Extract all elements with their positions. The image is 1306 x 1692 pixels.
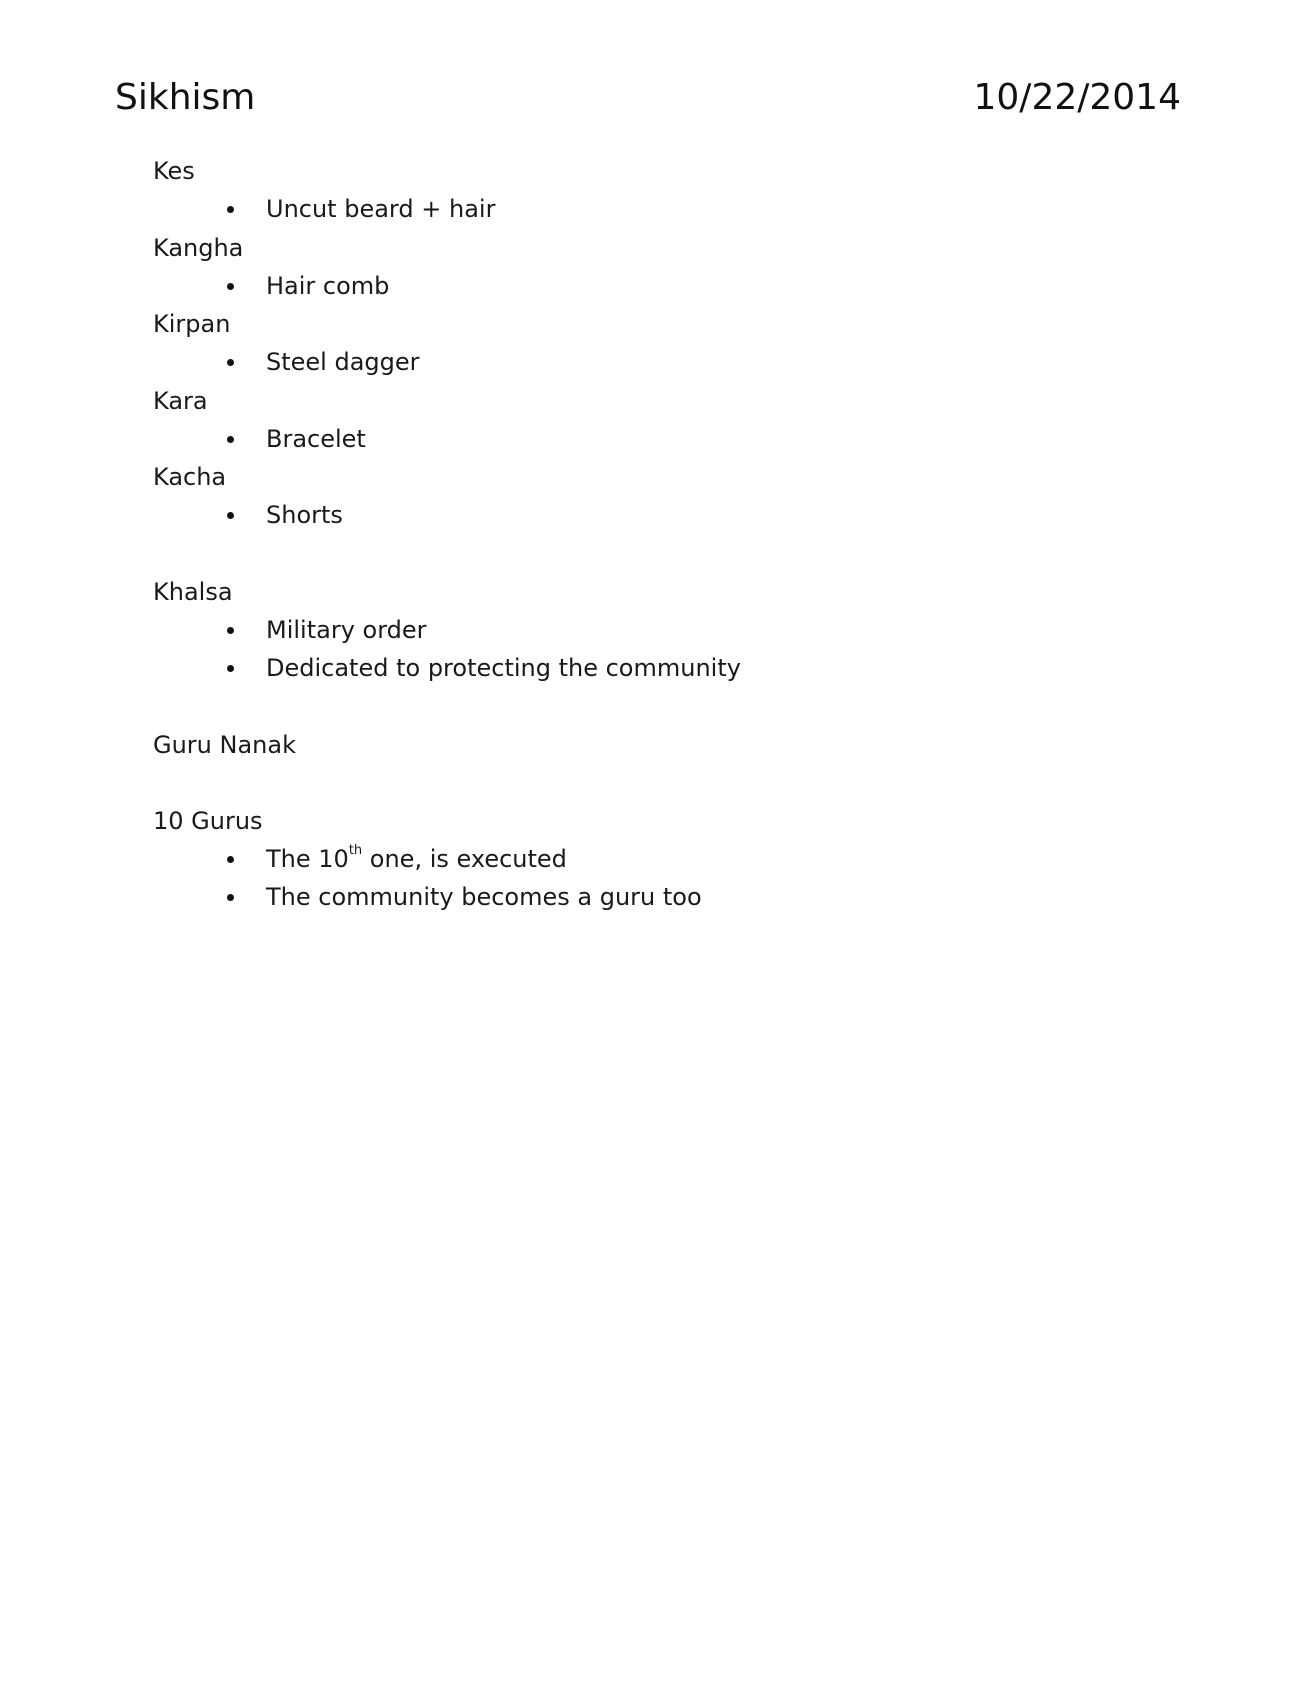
section-heading: Kangha — [153, 233, 244, 262]
bullet-list — [153, 267, 1153, 306]
bullet-item — [153, 878, 1153, 917]
section-heading: Kacha — [153, 463, 227, 491]
bullet-text: Uncut beard + hair — [266, 195, 496, 223]
document-title: Sikhism — [115, 77, 256, 118]
notes-body — [153, 152, 1153, 917]
bullet-text-pre: The 10 — [266, 844, 349, 873]
section-heading: Khalsa — [153, 577, 233, 606]
section-heading: Kara — [153, 386, 208, 415]
section-heading: Kirpan — [153, 310, 231, 338]
section-kes — [153, 152, 1153, 229]
bullet-text-superscript: th — [348, 842, 363, 858]
bullet-icon — [227, 894, 234, 901]
bullet-list — [153, 420, 1153, 459]
blank-line — [153, 764, 1153, 802]
section-kacha — [153, 458, 1153, 535]
section-guru-nanak — [153, 726, 1153, 764]
bullet-list — [153, 611, 1153, 688]
bullet-item — [153, 611, 1153, 650]
bullet-icon — [227, 856, 234, 863]
bullet-list — [153, 496, 1153, 535]
bullet-text: The community becomes a guru too — [266, 883, 702, 911]
bullet-icon — [227, 512, 234, 519]
bullet-list — [153, 190, 1153, 229]
bullet-icon — [227, 359, 234, 366]
bullet-icon — [227, 283, 234, 290]
bullet-text: Military order — [266, 615, 427, 644]
section-10-gurus — [153, 802, 1153, 917]
bullet-text: Bracelet — [266, 424, 366, 453]
bullet-list — [153, 343, 1153, 382]
bullet-text: Shorts — [266, 501, 343, 529]
bullet-item — [153, 496, 1153, 535]
section-heading: Kes — [153, 157, 195, 185]
bullet-icon — [227, 627, 234, 634]
section-heading: Guru Nanak — [153, 730, 296, 759]
bullet-text: Dedicated to protecting the community — [266, 654, 741, 682]
section-kara — [153, 382, 1153, 459]
section-khalsa — [153, 573, 1153, 688]
bullet-list — [153, 840, 1153, 917]
bullet-icon — [227, 206, 234, 213]
bullet-item — [153, 840, 1153, 879]
bullet-icon — [227, 436, 234, 443]
bullet-item — [153, 190, 1153, 229]
blank-line — [153, 535, 1153, 573]
section-kirpan — [153, 305, 1153, 382]
section-kangha — [153, 229, 1153, 306]
bullet-text-post: one, is executed — [362, 844, 567, 873]
bullet-text: Hair comb — [266, 271, 390, 300]
bullet-item — [153, 343, 1153, 382]
bullet-item — [153, 267, 1153, 306]
bullet-item — [153, 420, 1153, 459]
document-date: 10/22/2014 — [973, 77, 1181, 118]
section-heading: 10 Gurus — [153, 806, 263, 835]
bullet-icon — [227, 665, 234, 672]
blank-line — [153, 688, 1153, 726]
bullet-text: Steel dagger — [266, 348, 420, 376]
bullet-item — [153, 649, 1153, 688]
